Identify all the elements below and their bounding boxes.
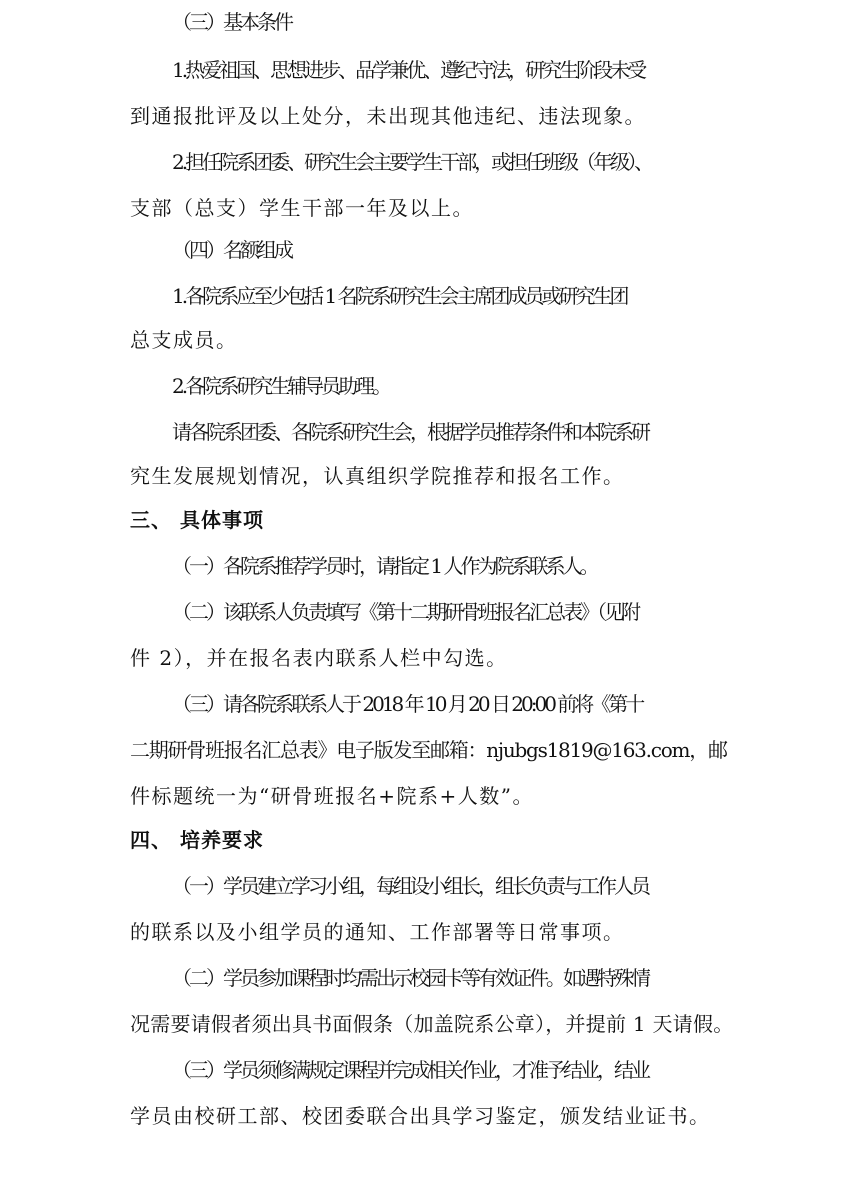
paragraph-line: 总支成员。	[130, 328, 238, 352]
paragraph-line: 学员由校研工部、校团委联合出具学习鉴定，颁发结业证书。	[130, 1104, 711, 1128]
paragraph-line: （三）学员须修满规定课程并完成相关作业，才准予结业，结业	[172, 1058, 648, 1082]
paragraph-line: 件 2），并在报名表内联系人栏中勾选。	[130, 646, 508, 670]
paragraph-line: （一）学员建立学习小组，每组设小组长，组长负责与工作人员	[172, 874, 648, 898]
section-title-quota: （四）名额组成	[172, 238, 291, 262]
paragraph-line: 二期研骨班报名汇总表》电子版发至邮箱：njubgs1819@163.com，邮	[130, 738, 727, 762]
paragraph-line: （一）各院系推荐学员时，请指定 1 人作为院系联系人。	[172, 554, 597, 578]
paragraph-line: 况需要请假者须出具书面假条（加盖院系公章），并提前 1 天请假。	[130, 1012, 734, 1036]
paragraph-line: （二）该联系人负责填写《第十二期研骨班报名汇总表》（见附	[172, 600, 638, 624]
heading-number: 三、	[130, 508, 172, 532]
heading-text: 培养要求	[180, 828, 264, 852]
paragraph-line: （三）请各院系联系人于 2018 年 10 月 20 日 20:00 前将《第十	[172, 692, 643, 716]
heading-specific-matters	[130, 508, 730, 532]
paragraph-line: 请各院系团委、各院系研究生会，根据学员推荐条件和本院系研	[172, 420, 648, 444]
paragraph-line: 到通报批评及以上处分，未出现其他违纪、违法现象。	[130, 104, 646, 128]
paragraph-line: 的联系以及小组学员的通知、工作部署等日常事项。	[130, 920, 625, 944]
paragraph-line: 件标题统一为“研骨班报名+院系+人数”。	[130, 784, 534, 808]
heading-text: 具体事项	[180, 508, 264, 532]
heading-number: 四、	[130, 828, 172, 852]
paragraph-line: 2.担任院系团委、研究生会主要学生干部，或担任班级（年级）、	[172, 150, 652, 174]
paragraph-line: （二）学员参加课程时均需出示校园卡等有效证件。如遇特殊情	[172, 966, 648, 990]
paragraph-line: 1.各院系应至少包括 1 名院系研究生会主席团成员或研究生团	[172, 284, 627, 308]
section-title-basic-conditions: （三）基本条件	[172, 10, 291, 34]
paragraph-line: 究生发展规划情况，认真组织学院推荐和报名工作。	[130, 464, 625, 488]
paragraph-line: 2.各院系研究生辅导员助理。	[172, 374, 390, 398]
paragraph-line: 1.热爱祖国、思想进步、品学兼优、遵纪守法，研究生阶段未受	[172, 58, 645, 82]
paragraph-line: 支部（总支）学生干部一年及以上。	[130, 196, 474, 220]
heading-training-requirements	[130, 828, 730, 852]
